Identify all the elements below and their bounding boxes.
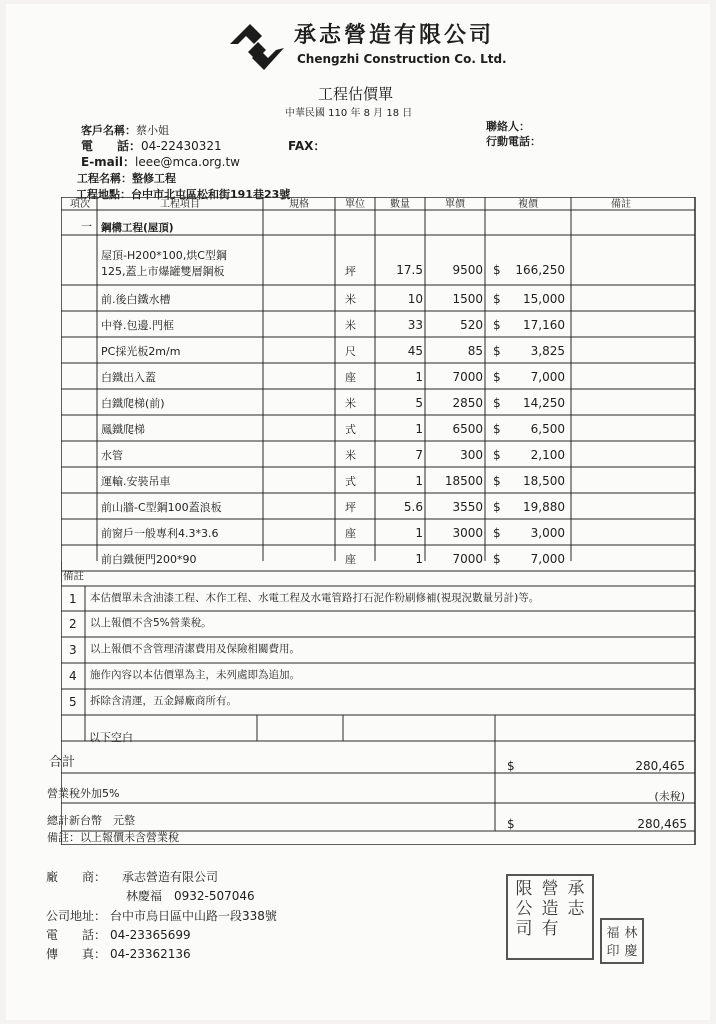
currency-sign: $ <box>493 552 501 566</box>
header-remark: 備註 <box>611 199 631 210</box>
company-seal-stamp: 承 志 營 造 有 限 公 司 <box>506 874 594 960</box>
header-unit: 單位 <box>345 199 365 210</box>
vendor-name: 承志營造有限公司 <box>122 870 219 884</box>
mobile-row <box>486 133 541 149</box>
item-price: 85 <box>467 344 483 358</box>
item-qty: 7 <box>415 448 423 462</box>
client-phone: 04-22430321 <box>141 139 222 153</box>
currency-sign: $ <box>493 526 501 540</box>
company-name-cn: 承志營造有限公司 <box>294 22 495 48</box>
company-logo-icon <box>228 22 286 72</box>
address-label: 公司地址： <box>46 909 107 923</box>
item-unit: 式 <box>345 423 356 436</box>
tel-label: 電 話： <box>46 928 107 942</box>
item-qty: 1 <box>415 526 423 540</box>
document-title: 工程估價單 <box>318 85 394 103</box>
note-number: 3 <box>69 643 77 657</box>
item-name: 前山牆-C型鋼100蓋浪板 <box>101 501 222 514</box>
subtotal-value: 280,465 <box>635 759 685 773</box>
currency-sign: $ <box>493 500 501 514</box>
project-name: 整修工程 <box>132 172 176 185</box>
footer-note: 備註：以上報價未含營業稅 <box>47 831 179 844</box>
item-unit: 坪 <box>345 265 356 278</box>
client-name-label: 客戶名稱： <box>81 124 136 137</box>
item-qty: 5.6 <box>403 500 423 514</box>
item-qty: 33 <box>407 318 423 332</box>
item-qty: 1 <box>415 370 423 384</box>
currency-sign: $ <box>493 422 501 436</box>
item-name: 運輸.安裝吊車 <box>101 475 171 488</box>
note-text: 拆除含清運，五金歸廠商所有。 <box>90 695 237 707</box>
subtotal-label: 合計 <box>49 755 76 770</box>
item-total: 7,000 <box>530 552 565 566</box>
fax: 04-23362136 <box>110 947 191 961</box>
project-site: 台中市北屯區松和街191巷23號 <box>131 188 291 201</box>
client-name: 蔡小姐 <box>136 124 169 137</box>
item-total: 3,825 <box>530 344 565 358</box>
note-text: 以上報價不含5%營業稅。 <box>90 617 212 629</box>
item-name-line2: 125,蓋上市爆罐雙層鋼板 <box>101 265 225 278</box>
item-qty: 1 <box>415 422 423 436</box>
blank-text: 以下空白 <box>89 731 133 744</box>
note-number: 4 <box>69 669 77 683</box>
item-name: 水管 <box>101 449 123 462</box>
grand-total-currency: $ <box>507 817 515 831</box>
note-number: 5 <box>69 695 77 709</box>
address-row <box>46 907 277 924</box>
quotation-table <box>47 197 697 845</box>
item-total: 17,160 <box>523 318 565 332</box>
currency-sign: $ <box>493 370 501 384</box>
currency-sign: $ <box>493 448 501 462</box>
vendor-row <box>46 868 218 885</box>
item-price: 300 <box>460 448 483 462</box>
project-name-row <box>77 170 176 186</box>
tax-value: (未稅) <box>654 790 685 803</box>
item-total: 14,250 <box>523 396 565 410</box>
section-index: 一 <box>81 220 92 233</box>
client-phone-label: 電 話： <box>81 139 142 153</box>
item-price: 2850 <box>452 396 483 410</box>
header-spec: 規格 <box>289 199 309 210</box>
item-unit: 尺 <box>345 345 356 358</box>
item-qty: 5 <box>415 396 423 410</box>
item-total: 3,000 <box>530 526 565 540</box>
item-price: 3000 <box>452 526 483 540</box>
client-name-row <box>81 122 169 138</box>
item-name: PC採光板2m/m <box>101 345 181 358</box>
currency-sign: $ <box>493 396 501 410</box>
currency-sign: $ <box>493 344 501 358</box>
tel: 04-23365699 <box>110 928 191 942</box>
fax-label: 傳 真： <box>46 947 107 961</box>
item-total: 18,500 <box>523 474 565 488</box>
item-unit: 式 <box>345 475 356 488</box>
client-fax-label: FAX： <box>288 139 326 153</box>
currency-sign: $ <box>493 263 501 277</box>
project-name-label: 工程名稱： <box>77 172 132 185</box>
item-price: 7000 <box>452 552 483 566</box>
client-email: leee@mca.org.tw <box>135 155 240 169</box>
subtotal-currency: $ <box>507 759 515 773</box>
item-name: 前白鐵便門200*90 <box>101 553 197 566</box>
item-total: 19,880 <box>523 500 565 514</box>
item-price: 520 <box>460 318 483 332</box>
header-index: 項次 <box>70 199 90 210</box>
item-qty: 1 <box>415 552 423 566</box>
currency-sign: $ <box>493 318 501 332</box>
personal-seal-stamp: 林 慶 福 印 <box>600 918 644 964</box>
header-item: 工程項目 <box>160 199 200 210</box>
item-qty: 10 <box>407 292 423 306</box>
item-name: 鳳鐵爬梯 <box>101 423 145 436</box>
contact-label: 聯絡人： <box>486 120 530 133</box>
vendor-label: 廠 商： <box>46 870 107 884</box>
fax-row <box>46 945 191 962</box>
grand-total-label: 總計新台幣 元整 <box>47 814 135 827</box>
item-price: 9500 <box>452 263 483 277</box>
tax-label: 營業稅外加5% <box>47 787 120 800</box>
item-unit: 米 <box>345 449 356 462</box>
item-unit: 米 <box>345 397 356 410</box>
item-name: 屋頂-H200*100,烘C型鋼 <box>101 249 227 262</box>
note-number: 2 <box>69 617 77 631</box>
note-number: 1 <box>69 592 77 606</box>
item-name: 白鐵出入蓋 <box>101 371 156 384</box>
header-qty: 數量 <box>390 199 410 210</box>
item-unit: 米 <box>345 319 356 332</box>
header-total: 複價 <box>518 199 538 210</box>
vendor-person: 林慶福 0932-507046 <box>126 889 255 903</box>
item-price: 6500 <box>452 422 483 436</box>
client-email-row <box>81 153 240 170</box>
item-total: 15,000 <box>523 292 565 306</box>
note-text: 以上報價不含管理清潔費用及保險相關費用。 <box>90 643 300 655</box>
item-unit: 座 <box>345 527 356 540</box>
item-name: 前.後白鐵水槽 <box>101 293 171 306</box>
project-site-label: 工程地點： <box>76 188 131 201</box>
item-qty: 1 <box>415 474 423 488</box>
contact-row <box>486 118 530 134</box>
company-name-en: Chengzhi Construction Co. Ltd. <box>297 52 507 66</box>
item-total: 166,250 <box>515 263 565 277</box>
item-unit: 座 <box>345 553 356 566</box>
item-total: 7,000 <box>530 370 565 384</box>
client-email-label: E-mail： <box>81 155 136 169</box>
item-unit: 座 <box>345 371 356 384</box>
item-price: 3550 <box>452 500 483 514</box>
item-name: 中脊.包邊.門框 <box>101 319 174 332</box>
client-fax-row <box>288 137 325 154</box>
item-price: 7000 <box>452 370 483 384</box>
currency-sign: $ <box>493 292 501 306</box>
item-qty: 17.5 <box>396 263 423 277</box>
item-price: 1500 <box>452 292 483 306</box>
item-total: 2,100 <box>530 448 565 462</box>
item-name: 白鐵爬梯(前) <box>101 397 165 410</box>
client-phone-row <box>81 137 222 154</box>
note-text: 施作內容以本估價單為主，未列處即為追加。 <box>90 669 300 681</box>
item-total: 6,500 <box>530 422 565 436</box>
tel-row <box>46 926 191 943</box>
item-unit: 米 <box>345 293 356 306</box>
header-price: 單價 <box>445 199 465 210</box>
note-text: 本估價單未含油漆工程、木作工程、水電工程及水電管路打石泥作粉刷修補(視現況數量另計)等。 <box>90 592 540 604</box>
item-name: 前窗戶一般專利4.3*3.6 <box>101 527 219 540</box>
item-unit: 坪 <box>345 501 356 514</box>
item-price: 18500 <box>444 474 483 488</box>
grand-total-value: 280,465 <box>637 817 687 831</box>
address: 台中市烏日區中山路一段338號 <box>110 909 277 923</box>
remarks-label: 備註 <box>63 570 84 582</box>
currency-sign: $ <box>493 474 501 488</box>
section-title: 鋼構工程(屋頂) <box>101 222 174 234</box>
item-qty: 45 <box>407 344 423 358</box>
document-date: 中華民國 110 年 8 月 18 日 <box>285 108 413 119</box>
mobile-label: 行動電話： <box>486 135 541 148</box>
